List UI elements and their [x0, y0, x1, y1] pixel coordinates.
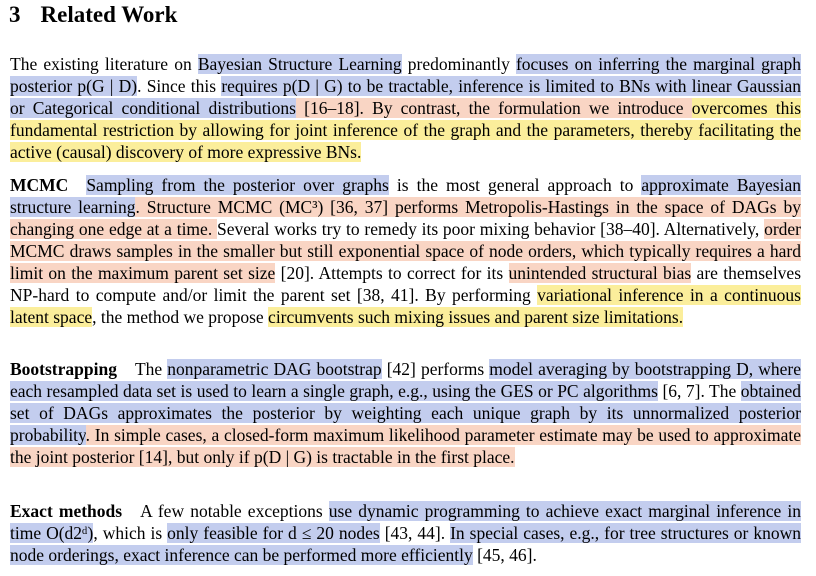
paragraph-mcmc [10, 174, 801, 328]
paragraph-exact-methods [10, 500, 801, 566]
text-segment-highlight-blue: Bayesian Structure Learning [197, 54, 402, 74]
text-segment: [42] performs [381, 359, 490, 379]
paragraph-bootstrapping [10, 358, 801, 468]
paragraph-intro [10, 53, 801, 163]
text-segment: [43, 44]. [379, 523, 451, 543]
section-title: Related Work [40, 2, 178, 27]
text-segment: . Since this [137, 76, 222, 96]
text-segment-highlight-orange: unintended structural bias [508, 263, 692, 283]
paragraph-heading: MCMC [10, 175, 69, 195]
text-segment-highlight-orange: [16–18]. By contrast, the formulation we introduce [295, 98, 692, 118]
text-segment-highlight-orange: . Structure MCMC (MC³) [36, 37] performs Metropolis-Hastings in the space of DAGs by changing one edge at a time. [10, 197, 802, 239]
text-segment-highlight-yellow: variational inference in a continuous latent space [10, 285, 801, 327]
text-segment: predominantly [401, 54, 516, 74]
text-segment-highlight-blue: In special cases, e.g., for tree structures or known node orderings, exact inference can be performed more efficiently [10, 523, 802, 565]
text-segment: , the method we propose [92, 307, 269, 327]
text-segment-highlight-blue: focuses on inferring the marginal graph posterior p(G | D) [10, 54, 801, 96]
text-segment-highlight-blue: obtained set of DAGs approximates the posterior by weighting each unique graph by its unnormalized posterior probability [10, 381, 802, 445]
text-segment: is the most general approach to [388, 175, 642, 195]
text-segment-highlight-yellow: circumvents such mixing issues and parent size limitations. [268, 307, 684, 327]
text-segment: [6, 7]. The [657, 381, 741, 401]
text-segment: [20]. Attempts to correct for its [275, 263, 509, 283]
text-segment: [45, 46]. [472, 545, 537, 565]
section-number: 3 [9, 2, 21, 27]
text-segment: are themselves NP-hard to compute and/or limit the parent set [38, 41]. By performing [10, 263, 802, 305]
text-segment-highlight-blue: Sampling from the posterior over graphs [86, 175, 389, 195]
text-segment-highlight-blue: model averaging by bootstrapping D, where each resampled data set is used to learn a single graph, e.g., [10, 359, 801, 401]
text-segment: The [134, 359, 168, 379]
text-segment-highlight-blue: use dynamic programming to achieve exact marginal inference in time O(d2ᵈ) [10, 501, 801, 543]
text-segment-highlight-blue: only feasible for d ≤ 20 nodes [167, 523, 380, 543]
paragraph-heading: Bootstrapping [10, 359, 117, 379]
text-segment-highlight-orange: . In simple cases, a closed-form maximum likelihood parameter estimate may be used to approximate the joint posterior [14], but only if p(D | G) is tractable in the first place. [10, 425, 801, 467]
text-segment-highlight-blue: nonparametric DAG bootstrap [167, 359, 382, 379]
text-segment: A few notable exceptions [140, 501, 329, 521]
text-segment-highlight-orange: order MCMC draws samples in the smaller but still exponential space of node orders, which typically requires a hard limit on the maximum parent set size [10, 219, 801, 283]
text-segment-highlight-yellow: overcomes this fundamental restriction by allowing for joint inference of the graph and the parameters, thereby facilitating the active (causal) discovery of more expressive BNs. [10, 98, 801, 162]
text-segment-highlight-blue: requires p(D | G) to be tractable, inference is limited to BNs with linear Gaussian or Categorical conditional distributions [10, 76, 801, 118]
section-heading [9, 2, 177, 28]
text-segment-highlight-blue: approximate Bayesian structure learning [10, 175, 801, 217]
paragraph-heading: Exact methods [10, 501, 123, 521]
text-segment-highlight-blue: using the GES or PC algorithms [432, 381, 658, 401]
text-segment: The existing literature on [10, 54, 198, 74]
text-segment: , which is [93, 523, 168, 543]
text-segment: Several works try to remedy its poor mixing behavior [38–40]. Alternatively, [216, 219, 765, 239]
